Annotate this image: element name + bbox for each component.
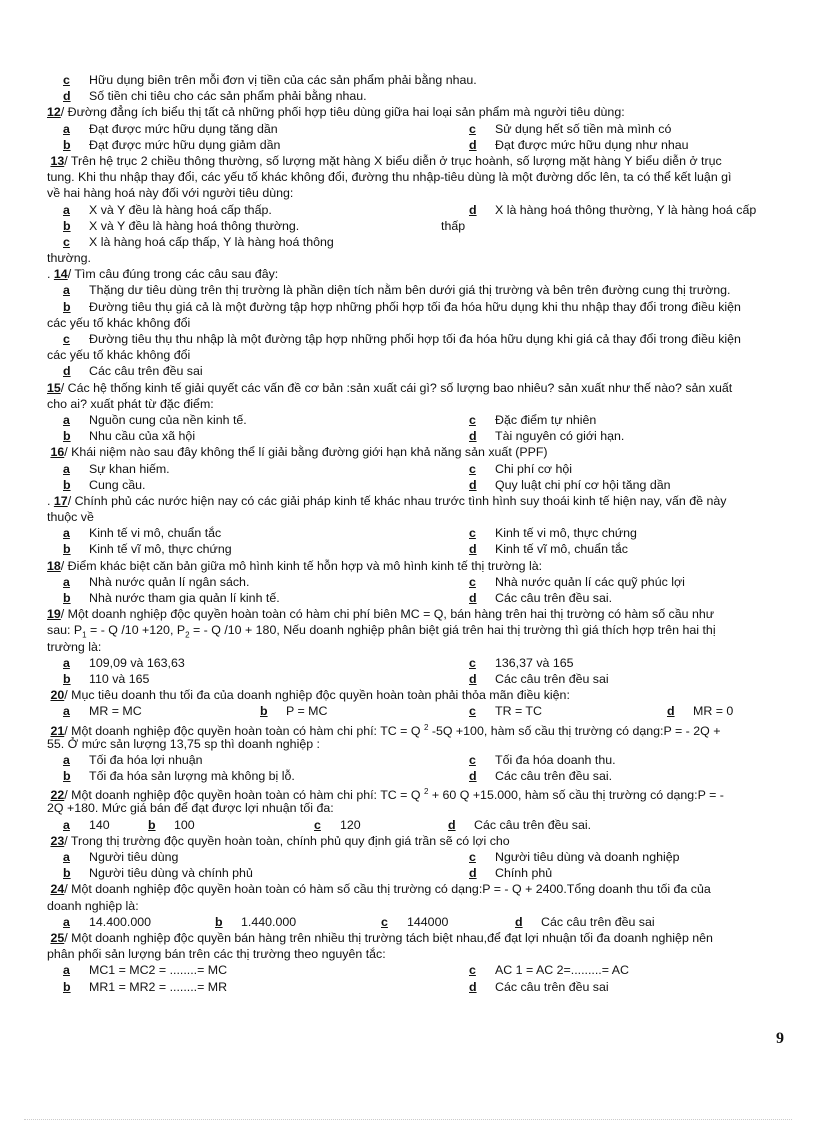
option-row: b Nhu cầu của xã hội d Tài nguyên có giới hạn.: [63, 429, 625, 444]
option-row: b X và Y đều là hàng hoá thông thường. thấp: [63, 218, 466, 233]
answer-option: d Số tiền chi tiêu cho các sản phẩm phải bằng nhau.: [63, 89, 367, 104]
question-text: phân phối sản lượng bán trên các thị trường theo nguyên tắc:: [47, 947, 386, 962]
question-text: doanh nghiệp là:: [47, 898, 139, 913]
answer-option-cont: các yếu tố khác không đổi: [47, 348, 191, 363]
question-text: 55. Ở mức sản lượng 13,75 sp thì doanh nghiệp :: [47, 736, 320, 751]
answer-option: d Các câu trên đều sai: [63, 364, 203, 379]
option-row: a MR = MC b P = MC c TR = TC d MR = 0: [63, 704, 734, 719]
question-24: 24/ Một doanh nghiệp độc quyền hoàn toàn có hàm số cầu thị trường có dạng:P = - Q + 2400.Tổng doanh thu tối đa của: [50, 882, 711, 897]
question-text: sau: $P_1$ = - Q /10 +120, $P_2$ = - Q /10 + 180, Nếu doanh nghiệp phân biệt giá trên hai thị trường thì giá thích hợp trên hai thị: [47, 623, 716, 640]
option-row: b Tối đa hóa sản lượng mà không bị lỗ. d Các câu trên đều sai.: [63, 769, 613, 784]
option-row: c X là hàng hoá cấp thấp, Y là hàng hoá thông: [63, 234, 334, 249]
question-19: 19/ Một doanh nghiệp độc quyền hoàn toàn có hàm chi phí biên MC = Q, bán hàng trên hai thị trường có hàm số cầu như: [47, 607, 715, 622]
answer-option: a Thặng dư tiêu dùng trên thị trường là phần diện tích nằm bên dưới giá thị trường và bên trên đường cung thị trường.: [63, 283, 731, 298]
option-row: b Người tiêu dùng và chính phủ d Chính phủ: [63, 866, 553, 881]
answer-option: b Đường tiêu thụ giá cả là một đường tập hợp những phối hợp tối đa hóa hữu dụng khi thu nhập thay đổi trong điều kiện: [63, 299, 741, 314]
question-21: 21/ Một doanh nghiệp độc quyền hoàn toàn có hàm chi phí: TC = Q $^2$ -5Q +100, hàm số cầu thị trường có dạng:P = - 2Q +: [50, 722, 721, 738]
question-text: cho ai? xuất phát từ đặc điểm:: [47, 396, 214, 411]
answer-option-cont: các yếu tố khác không đổi: [47, 315, 191, 330]
option-row: b Đạt được mức hữu dụng giảm dần d Đạt được mức hữu dụng như nhau: [63, 137, 689, 152]
question-12: 12/ Đường đẳng ích biểu thị tất cả những phối hợp tiêu dùng giữa hai loại sản phẩm mà người tiêu dùng:: [47, 105, 625, 120]
option-row: a 109,09 và 163,63 c 136,37 và 165: [63, 655, 574, 670]
option-row: a Kinh tế vi mô, chuẩn tắc c Kinh tế vi mô, thực chứng: [63, 526, 637, 541]
page-number: 9: [776, 1030, 784, 1047]
question-text: 2Q +180. Mức giá bán để đạt được lợi nhuận tối đa:: [47, 801, 334, 816]
question-22: 22/ Một doanh nghiệp độc quyền hoàn toàn có hàm chi phí: TC = Q $^2$ + 60 Q +15.000, hàm số cầu thị trường có dạng:P = -: [50, 787, 724, 803]
option-row: a Nguồn cung của nền kinh tế. c Đặc điểm tự nhiên: [63, 412, 597, 427]
option-row: a Đạt được mức hữu dụng tăng dần c Sử dụng hết số tiền mà mình có: [63, 121, 672, 136]
option-row: b Nhà nước tham gia quản lí kinh tế. d Các câu trên đều sai.: [63, 591, 613, 605]
question-25: 25/ Một doanh nghiệp độc quyền bán hàng trên nhiều thị trường tách biệt nhau,để đạt lợi nhuận tối đa doanh nghiệp nên: [50, 930, 713, 945]
question-text: thuộc về: [47, 510, 94, 525]
answer-option: c Hữu dụng biên trên mỗi đơn vị tiền của các sản phẩm phải bằng nhau.: [63, 73, 477, 87]
question-14: . 14/ Tìm câu đúng trong các câu sau đây:: [47, 267, 279, 282]
question-13: 13/ Trên hệ trục 2 chiều thông thường, số lượng mặt hàng X biểu diễn ở trục hoành, số lượng mặt hàng Y biểu diễn ở trục: [50, 153, 722, 168]
option-row: a MC1 = MC2 = ........= MC c AC 1 = AC 2=.........= AC: [63, 963, 629, 978]
option-row: b Kinh tế vĩ mô, thực chứng d Kinh tế vĩ mô, chuẩn tắc: [63, 542, 628, 557]
option-row: a Tối đa hóa lợi nhuận c Tối đa hóa doanh thu.: [63, 752, 616, 767]
question-15: 15/ Các hệ thống kinh tế giải quyết các vấn đề cơ bản :sản xuất cái gì? số lượng bao nhiêu? sản xuất như thế nào? sản xuất: [47, 380, 733, 395]
option-row: b 110 và 165 d Các câu trên đều sai: [63, 671, 609, 686]
answer-option: c Đường tiêu thụ thu nhập là một đường tập hợp những phối hợp tối đa hóa hữu dụng khi giá cả thay đổi trong điều kiện: [63, 332, 741, 346]
option-row: a 14.400.000 b 1.440.000 c 144000 d Các câu trên đều sai: [63, 914, 655, 929]
question-18: 18/ Điểm khác biệt căn bản giữa mô hình kinh tế hỗn hợp và mô hình kinh tế thị trường là:: [47, 558, 543, 573]
option-row: b Cung cầu. d Quy luật chi phí cơ hội tăng dần: [63, 477, 671, 492]
question-23: 23/ Trong thị trường độc quyền hoàn toàn, chính phủ quy định giá trần sẽ có lợi cho: [50, 833, 510, 848]
option-row: a Người tiêu dùng c Người tiêu dùng và doanh nghiệp: [63, 850, 680, 864]
page-bottom-divider: [24, 1119, 792, 1120]
question-text: thường.: [47, 251, 91, 266]
option-row: a 140 b 100 c 120 d Các câu trên đều sai.: [63, 817, 592, 832]
question-16: 16/ Khái niệm nào sau đây không thể lí giải bằng đường giới hạn khả năng sản xuất (PPF): [50, 445, 548, 460]
question-text: trường là:: [47, 639, 102, 654]
question-sheet: [47, 72, 777, 995]
option-row: b MR1 = MR2 = ........= MR d Các câu trên đều sai: [63, 979, 609, 994]
question-17: . 17/ Chính phủ các nước hiện nay có các giải pháp kinh tế khác nhau trước tình hình suy thoái kinh tế hiện nay, vấn đề này: [47, 493, 727, 508]
question-text: tung. Khi thu nhập thay đổi, các yếu tố khác không đổi, đường thu nhập-tiêu dùng là một đường dốc lên, ta có thể kết luận gì: [47, 170, 732, 185]
question-text: về hai hàng hoá này đối với người tiêu dùng:: [47, 186, 294, 201]
option-row: a Nhà nước quản lí ngân sách. c Nhà nước quản lí các quỹ phúc lợi: [63, 574, 685, 589]
option-row: a Sự khan hiếm. c Chi phí cơ hội: [63, 461, 572, 476]
question-20: 20/ Mục tiêu doanh thu tối đa của doanh nghiệp độc quyền hoàn toàn phải thỏa mãn điều kiện:: [50, 688, 570, 703]
option-row: a X và Y đều là hàng hoá cấp thấp. d X là hàng hoá thông thường, Y là hàng hoá cấp: [63, 202, 757, 217]
